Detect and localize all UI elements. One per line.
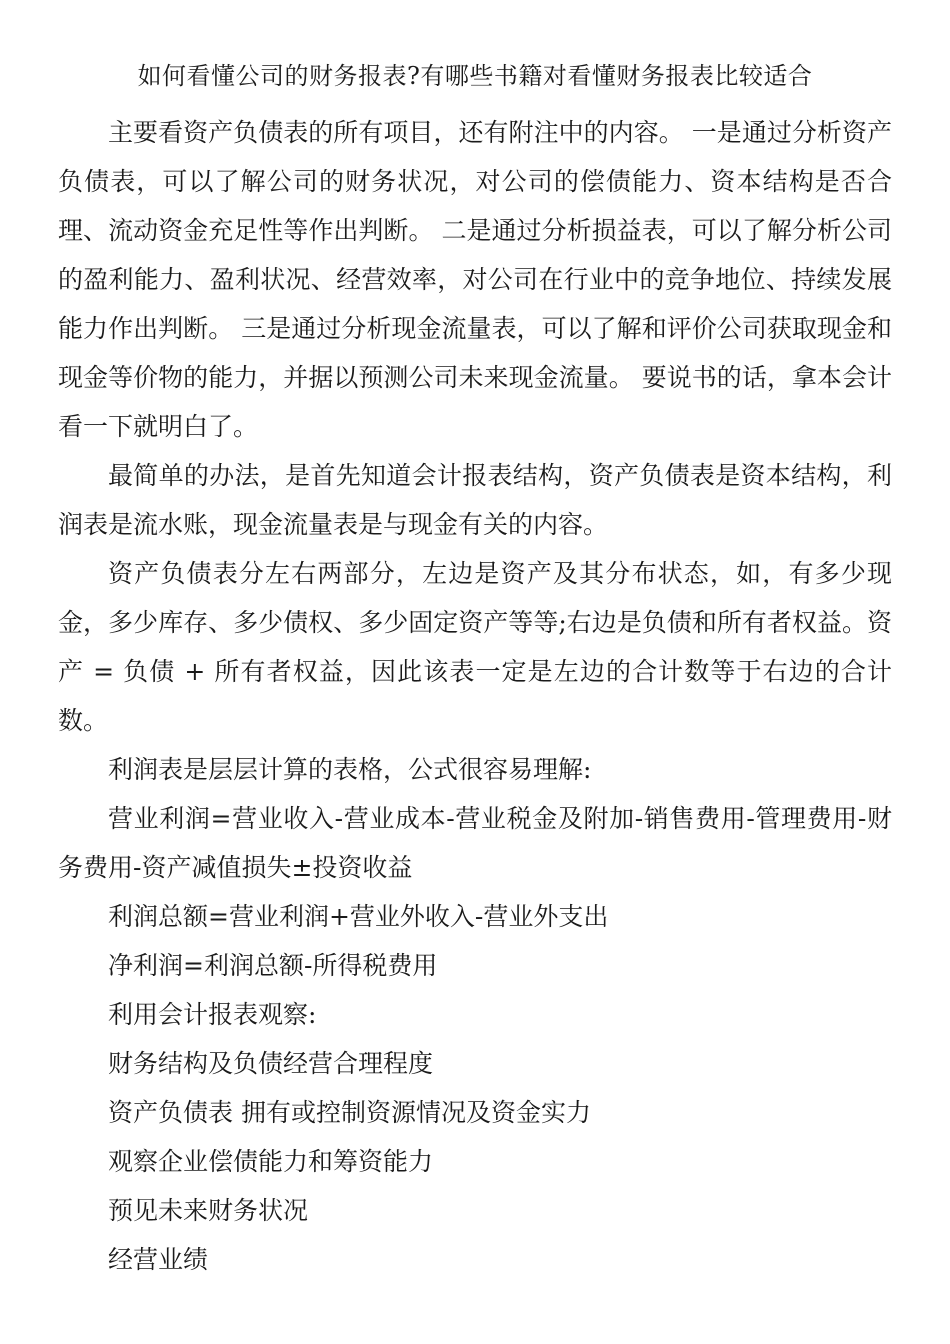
document-title: 如何看懂公司的财务报表?有哪些书籍对看懂财务报表比较适合 [137,62,813,90]
list-item: 经营业绩 [108,1245,209,1274]
list-item: 预见未来财务状况 [108,1196,309,1225]
paragraph-balance-sheet: 资产负债表分左右两部分，左边是资产及其分布状态，如，有多少现金，多少库存、多少债权、多少固定资产等等;右边是负债和所有者权益。资产 = 负债 + 所有者权益，因此该表一定是左边的合计数等于右边的合计数。 [58,559,892,735]
list-item: 观察企业偿债能力和筹资能力 [108,1147,434,1176]
paragraph-overview: 主要看资产负债表的所有项目，还有附注中的内容。 一是通过分析资产负债表，可以了解公司的财务状况，对公司的偿债能力、资本结构是否合理、流动资金充足性等作出判断。 二是通过分析损益表，可以了解分析公司的盈利能力、盈利状况、经营效率，对公司在行业中的竞争地位、持续发展能力作出判断。 三是通过分析现金流量表，可以了解和评价公司获取现金和现金等价物的能力，并据以预测公司未来现金流量。 要说书的话，拿本会计看一下就明白了。 [58,118,892,441]
paragraph-observation-heading: 利用会计报表观察: [108,1000,317,1029]
list-item: 资产负债表 拥有或控制资源情况及资金实力 [108,1098,591,1127]
formula-operating-profit: 营业利润=营业收入-营业成本-营业税金及附加-销售费用-管理费用-财务费用-资产减值损失±投资收益 [58,804,892,882]
formula-total-profit: 利润总额=营业利润+营业外收入-营业外支出 [108,902,609,931]
paragraph-income-statement: 利润表是层层计算的表格，公式很容易理解: [108,755,592,784]
formula-net-profit: 净利润=利润总额-所得税费用 [108,951,438,980]
document-body [58,108,892,1284]
list-item: 财务结构及负债经营合理程度 [108,1049,434,1078]
paragraph-simple-method: 最简单的办法，是首先知道会计报表结构，资产负债表是资本结构，利润表是流水账，现金流量表是与现金有关的内容。 [58,461,892,539]
